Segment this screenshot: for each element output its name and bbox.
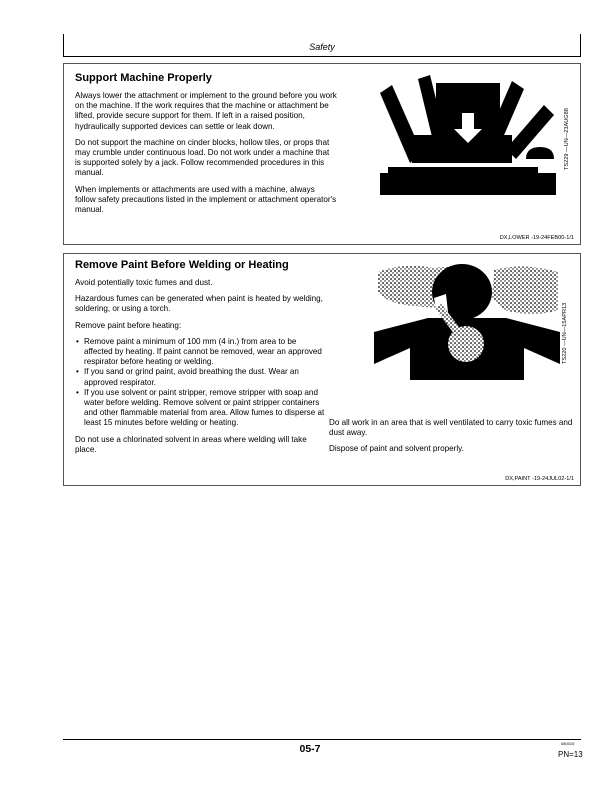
list-item: • If you sand or grind paint, avoid breathing the dust. Wear an approved respirator. (75, 367, 327, 387)
paragraph: Always lower the attachment or implement to the ground before you work on the machine. If the work requires that the machine or attachment be lifted, provide secure support for them. If left in a raised position, hydraulically supported devices can settle or leak down. (75, 91, 337, 131)
footer-small-code: 080315 (561, 741, 575, 746)
section-body-right (329, 418, 577, 461)
section-body (75, 91, 337, 221)
ref-code: DX,LOWER -19-24FEB00-1/1 (499, 235, 574, 241)
paragraph: Do not support the machine on cinder blocks, hollow tiles, or props that may crumble under continuous load. Do not work under a machine that is supported solely by a jack. Follow recommended procedures in this manual. (75, 137, 330, 178)
header-line (63, 56, 581, 57)
section-support-machine (63, 63, 581, 245)
image-code: TS229 —UN—23AUG88 (564, 108, 570, 170)
paragraph: Do not use a chlorinated solvent in areas where welding will take place. (75, 434, 307, 454)
paragraph: Do all work in an area that is well ventilated to carry toxic fumes and dust away. (329, 418, 573, 438)
ref-code: DX,PAINT -19-24JUL02-1/1 (505, 476, 574, 482)
paragraph: Avoid potentially toxic fumes and dust. (75, 278, 213, 287)
paragraph: Dispose of paint and solvent properly. (329, 444, 464, 454)
paragraph: Hazardous fumes can be generated when paint is heated by welding, soldering, or using a torch. (75, 294, 323, 314)
paragraph: Remove paint before heating: (75, 320, 182, 330)
section-remove-paint (63, 253, 581, 486)
bullet-list (75, 337, 327, 429)
section-title: Remove Paint Before Welding or Heating (75, 259, 289, 271)
crushing-hazard-illustration (376, 71, 556, 203)
section-body-left (75, 278, 327, 461)
list-item: • If you use solvent or paint stripper, remove stripper with soap and water before welding. Remove solvent or paint stripper containers and other flammable material from area. Allow fumes to disperse at least 15 minutes before welding or heating. (75, 388, 327, 429)
paragraph: When implements or attachments are used with a machine, always follow safety precautions listed in the implement or attachment operator's manual. (75, 184, 337, 215)
list-item: • Remove paint a minimum of 100 mm (4 in.) from area to be affected by heating. If paint cannot be removed, wear an approved respirator before heating or welding. (75, 337, 327, 368)
section-title: Support Machine Properly (75, 72, 212, 84)
image-code: TS220 —UN—15APR13 (562, 302, 568, 364)
footer-line (63, 739, 581, 740)
page-number: 05-7 (299, 743, 321, 755)
pn-code: PN=13 (558, 750, 583, 759)
header-title: Safety (309, 42, 335, 52)
toxic-fumes-illustration (374, 262, 560, 380)
